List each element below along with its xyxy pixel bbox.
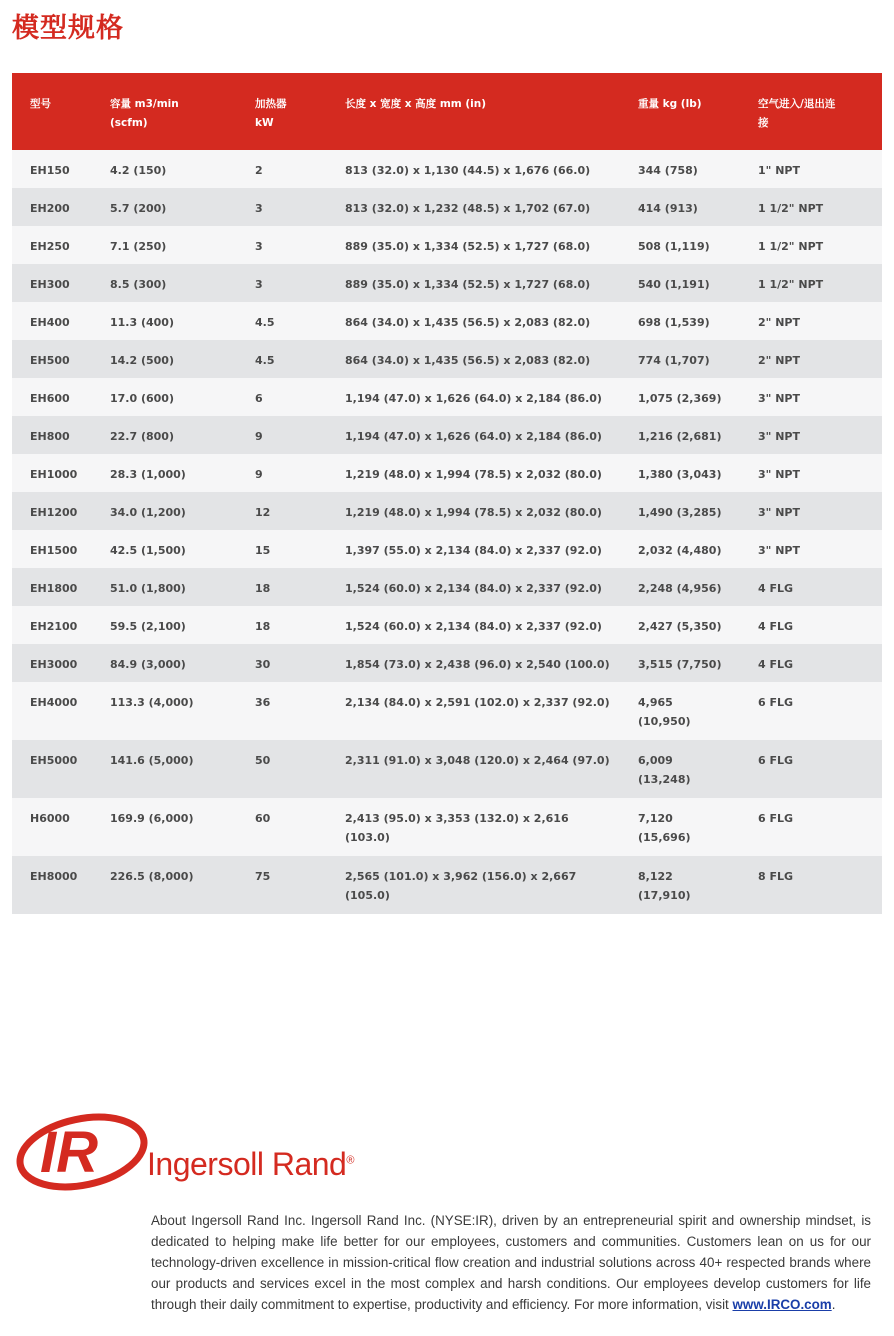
table-row: [12, 644, 882, 682]
table-row: [12, 378, 882, 416]
cell-model: H6000: [12, 798, 92, 856]
cell-dims-line: (105.0): [345, 889, 390, 902]
cell-weight: [620, 682, 740, 740]
cell-heater: 3: [237, 226, 327, 264]
cell-heater: 12: [237, 492, 327, 530]
table-row: [12, 302, 882, 340]
cell-dims-line: 1,194 (47.0) x 1,626 (64.0) x 2,184 (86.0): [345, 392, 602, 405]
cell-weight: [620, 492, 740, 530]
cell-capacity: 42.5 (1,500): [92, 530, 237, 568]
cell-weight: [620, 302, 740, 340]
cell-weight-line: 1,216 (2,681): [638, 430, 722, 443]
column-header: [237, 73, 327, 150]
cell-weight-line: 540 (1,191): [638, 278, 710, 291]
cell-conn: 6 FLG: [740, 682, 882, 740]
cell-weight: [620, 606, 740, 644]
table-row: [12, 150, 882, 188]
cell-conn: 2" NPT: [740, 340, 882, 378]
cell-weight-line: 774 (1,707): [638, 354, 710, 367]
table-header-row: [12, 73, 882, 150]
cell-capacity: 84.9 (3,000): [92, 644, 237, 682]
cell-capacity: 113.3 (4,000): [92, 682, 237, 740]
table-row: [12, 798, 882, 856]
about-tail: .: [831, 1297, 836, 1312]
cell-weight: [620, 644, 740, 682]
cell-heater: 18: [237, 568, 327, 606]
cell-conn: 3" NPT: [740, 492, 882, 530]
page-title: 模型规格: [12, 13, 124, 44]
cell-dims-line: 2,134 (84.0) x 2,591 (102.0) x 2,337 (92.0): [345, 696, 610, 709]
irco-link[interactable]: www.IRCO.com: [732, 1297, 832, 1312]
cell-weight-line: (17,910): [638, 889, 691, 902]
cell-dims: [327, 530, 620, 568]
cell-heater: 75: [237, 856, 327, 914]
cell-model: EH300: [12, 264, 92, 302]
cell-weight-line: (15,696): [638, 831, 691, 844]
cell-weight-line: 7,120: [638, 812, 673, 825]
cell-weight: [620, 856, 740, 914]
cell-weight-line: 344 (758): [638, 164, 698, 177]
cell-weight: [620, 264, 740, 302]
cell-weight: [620, 568, 740, 606]
cell-weight-line: 6,009: [638, 754, 673, 767]
cell-heater: 9: [237, 416, 327, 454]
table-row: [12, 682, 882, 740]
column-header: [92, 73, 237, 150]
cell-dims: [327, 798, 620, 856]
cell-dims: [327, 188, 620, 226]
cell-model: EH1000: [12, 454, 92, 492]
column-header-label: 容量 m3/min: [110, 98, 179, 110]
column-header-label: 型号: [30, 98, 51, 110]
table-row: [12, 416, 882, 454]
cell-conn: 1 1/2" NPT: [740, 188, 882, 226]
cell-dims-line: 2,565 (101.0) x 3,962 (156.0) x 2,667: [345, 870, 577, 883]
cell-heater: 15: [237, 530, 327, 568]
column-header: [620, 73, 740, 150]
cell-heater: 3: [237, 188, 327, 226]
table-row: [12, 606, 882, 644]
cell-dims: [327, 226, 620, 264]
table-row: [12, 188, 882, 226]
column-header-label: 空气进入/退出连: [758, 98, 836, 110]
cell-capacity: 11.3 (400): [92, 302, 237, 340]
cell-conn: 4 FLG: [740, 644, 882, 682]
cell-weight-line: (10,950): [638, 715, 691, 728]
cell-dims: [327, 150, 620, 188]
cell-dims-line: 1,194 (47.0) x 1,626 (64.0) x 2,184 (86.0): [345, 430, 602, 443]
cell-capacity: 4.2 (150): [92, 150, 237, 188]
cell-weight-line: (13,248): [638, 773, 691, 786]
cell-weight-line: 8,122: [638, 870, 673, 883]
cell-weight-line: 1,490 (3,285): [638, 506, 722, 519]
table-row: [12, 530, 882, 568]
cell-model: EH1500: [12, 530, 92, 568]
cell-dims-line: 1,397 (55.0) x 2,134 (84.0) x 2,337 (92.0): [345, 544, 602, 557]
cell-weight: [620, 530, 740, 568]
cell-model: EH150: [12, 150, 92, 188]
cell-capacity: 34.0 (1,200): [92, 492, 237, 530]
about-paragraph: [151, 1210, 871, 1315]
column-header: [327, 73, 620, 150]
cell-heater: 9: [237, 454, 327, 492]
cell-model: EH3000: [12, 644, 92, 682]
cell-weight: [620, 740, 740, 798]
cell-dims-line: 1,219 (48.0) x 1,994 (78.5) x 2,032 (80.0): [345, 468, 602, 481]
cell-dims-line: 1,524 (60.0) x 2,134 (84.0) x 2,337 (92.0): [345, 582, 602, 595]
cell-dims-line: 813 (32.0) x 1,130 (44.5) x 1,676 (66.0): [345, 164, 591, 177]
table-row: [12, 856, 882, 914]
cell-dims-line: 2,311 (91.0) x 3,048 (120.0) x 2,464 (97.0): [345, 754, 610, 767]
cell-model: EH5000: [12, 740, 92, 798]
cell-weight-line: 2,248 (4,956): [638, 582, 722, 595]
cell-model: EH1200: [12, 492, 92, 530]
spec-table: [12, 73, 882, 914]
cell-heater: 30: [237, 644, 327, 682]
cell-capacity: 169.9 (6,000): [92, 798, 237, 856]
cell-heater: 36: [237, 682, 327, 740]
cell-conn: 3" NPT: [740, 378, 882, 416]
cell-conn: 4 FLG: [740, 606, 882, 644]
table-body: [12, 150, 882, 914]
cell-dims: [327, 606, 620, 644]
cell-dims-line: 864 (34.0) x 1,435 (56.5) x 2,083 (82.0): [345, 316, 591, 329]
cell-weight-line: 3,515 (7,750): [638, 658, 722, 671]
cell-capacity: 22.7 (800): [92, 416, 237, 454]
cell-dims: [327, 378, 620, 416]
cell-capacity: 17.0 (600): [92, 378, 237, 416]
cell-model: EH1800: [12, 568, 92, 606]
cell-dims: [327, 264, 620, 302]
cell-model: EH600: [12, 378, 92, 416]
cell-model: EH400: [12, 302, 92, 340]
cell-conn: 1 1/2" NPT: [740, 264, 882, 302]
registered-mark: ®: [346, 1154, 354, 1167]
column-header-label: (scfm): [110, 117, 148, 129]
cell-dims-line: 864 (34.0) x 1,435 (56.5) x 2,083 (82.0): [345, 354, 591, 367]
cell-dims-line: 889 (35.0) x 1,334 (52.5) x 1,727 (68.0): [345, 240, 591, 253]
table-row: [12, 740, 882, 798]
table-row: [12, 226, 882, 264]
column-header: [740, 73, 882, 150]
cell-capacity: 51.0 (1,800): [92, 568, 237, 606]
column-header: [12, 73, 92, 150]
cell-model: EH8000: [12, 856, 92, 914]
cell-capacity: 8.5 (300): [92, 264, 237, 302]
cell-weight-line: 698 (1,539): [638, 316, 710, 329]
cell-capacity: 14.2 (500): [92, 340, 237, 378]
cell-dims: [327, 454, 620, 492]
cell-model: EH4000: [12, 682, 92, 740]
cell-conn: 3" NPT: [740, 416, 882, 454]
cell-weight-line: 414 (913): [638, 202, 698, 215]
cell-capacity: 226.5 (8,000): [92, 856, 237, 914]
cell-weight-line: 4,965: [638, 696, 673, 709]
column-header-label: 加热器: [255, 98, 287, 110]
cell-weight-line: 2,427 (5,350): [638, 620, 722, 633]
table-row: [12, 340, 882, 378]
cell-dims-line: 813 (32.0) x 1,232 (48.5) x 1,702 (67.0): [345, 202, 591, 215]
cell-weight: [620, 226, 740, 264]
cell-dims-line: 889 (35.0) x 1,334 (52.5) x 1,727 (68.0): [345, 278, 591, 291]
table-row: [12, 492, 882, 530]
cell-weight: [620, 150, 740, 188]
cell-dims: [327, 644, 620, 682]
cell-capacity: 59.5 (2,100): [92, 606, 237, 644]
cell-weight: [620, 188, 740, 226]
cell-heater: 3: [237, 264, 327, 302]
cell-capacity: 28.3 (1,000): [92, 454, 237, 492]
cell-capacity: 5.7 (200): [92, 188, 237, 226]
cell-weight: [620, 416, 740, 454]
logo-wordmark-text: Ingersoll Rand: [147, 1146, 347, 1182]
cell-dims: [327, 856, 620, 914]
cell-dims: [327, 568, 620, 606]
cell-dims: [327, 740, 620, 798]
cell-capacity: 7.1 (250): [92, 226, 237, 264]
cell-heater: 4.5: [237, 340, 327, 378]
column-header-label: 接: [758, 117, 769, 129]
cell-dims-line: 1,219 (48.0) x 1,994 (78.5) x 2,032 (80.0): [345, 506, 602, 519]
cell-conn: 3" NPT: [740, 530, 882, 568]
cell-weight: [620, 798, 740, 856]
cell-model: EH800: [12, 416, 92, 454]
cell-weight: [620, 378, 740, 416]
cell-model: EH250: [12, 226, 92, 264]
cell-heater: 18: [237, 606, 327, 644]
cell-dims: [327, 416, 620, 454]
cell-heater: 4.5: [237, 302, 327, 340]
cell-conn: 1" NPT: [740, 150, 882, 188]
cell-weight-line: 2,032 (4,480): [638, 544, 722, 557]
table-row: [12, 264, 882, 302]
cell-dims: [327, 492, 620, 530]
cell-dims: [327, 302, 620, 340]
cell-model: EH200: [12, 188, 92, 226]
cell-weight-line: 1,075 (2,369): [638, 392, 722, 405]
table-row: [12, 454, 882, 492]
cell-dims-line: 1,854 (73.0) x 2,438 (96.0) x 2,540 (100.0): [345, 658, 610, 671]
cell-weight: [620, 454, 740, 492]
cell-model: EH500: [12, 340, 92, 378]
cell-weight: [620, 340, 740, 378]
column-header-label: 长度 x 宽度 x 高度 mm (in): [345, 98, 487, 110]
about-text: About Ingersoll Rand Inc. Ingersoll Rand Inc. (NYSE:IR), driven by an entrepreneurial spirit and ownership mindset, is dedicated to helping make life better for our employees, customers and communities. Customers lean on us for our technology-driven excellence in mission-critical flow creation and industrial solutions across 40+ respected brands where our products and services excel in the most complex and harsh conditions. Our employees develop customers for life through their daily commitment to expertise, productivity and efficiency. For more information, visit: [151, 1213, 871, 1312]
table-row: [12, 568, 882, 606]
cell-heater: 2: [237, 150, 327, 188]
cell-conn: 6 FLG: [740, 798, 882, 856]
cell-heater: 50: [237, 740, 327, 798]
cell-conn: 2" NPT: [740, 302, 882, 340]
cell-capacity: 141.6 (5,000): [92, 740, 237, 798]
cell-conn: 4 FLG: [740, 568, 882, 606]
cell-dims: [327, 682, 620, 740]
cell-conn: 8 FLG: [740, 856, 882, 914]
cell-heater: 60: [237, 798, 327, 856]
cell-dims-line: 2,413 (95.0) x 3,353 (132.0) x 2,616 (103.0): [345, 812, 569, 844]
cell-conn: 1 1/2" NPT: [740, 226, 882, 264]
cell-conn: 3" NPT: [740, 454, 882, 492]
cell-dims-line: 1,524 (60.0) x 2,134 (84.0) x 2,337 (92.0): [345, 620, 602, 633]
cell-weight-line: 508 (1,119): [638, 240, 710, 253]
column-header-label: 重量 kg (lb): [638, 98, 702, 110]
cell-heater: 6: [237, 378, 327, 416]
cell-model: EH2100: [12, 606, 92, 644]
column-header-label: kW: [255, 117, 274, 129]
logo-wordmark: [147, 1146, 354, 1183]
cell-conn: 6 FLG: [740, 740, 882, 798]
cell-weight-line: 1,380 (3,043): [638, 468, 722, 481]
logo-mark: IR: [40, 1120, 98, 1185]
cell-dims: [327, 340, 620, 378]
